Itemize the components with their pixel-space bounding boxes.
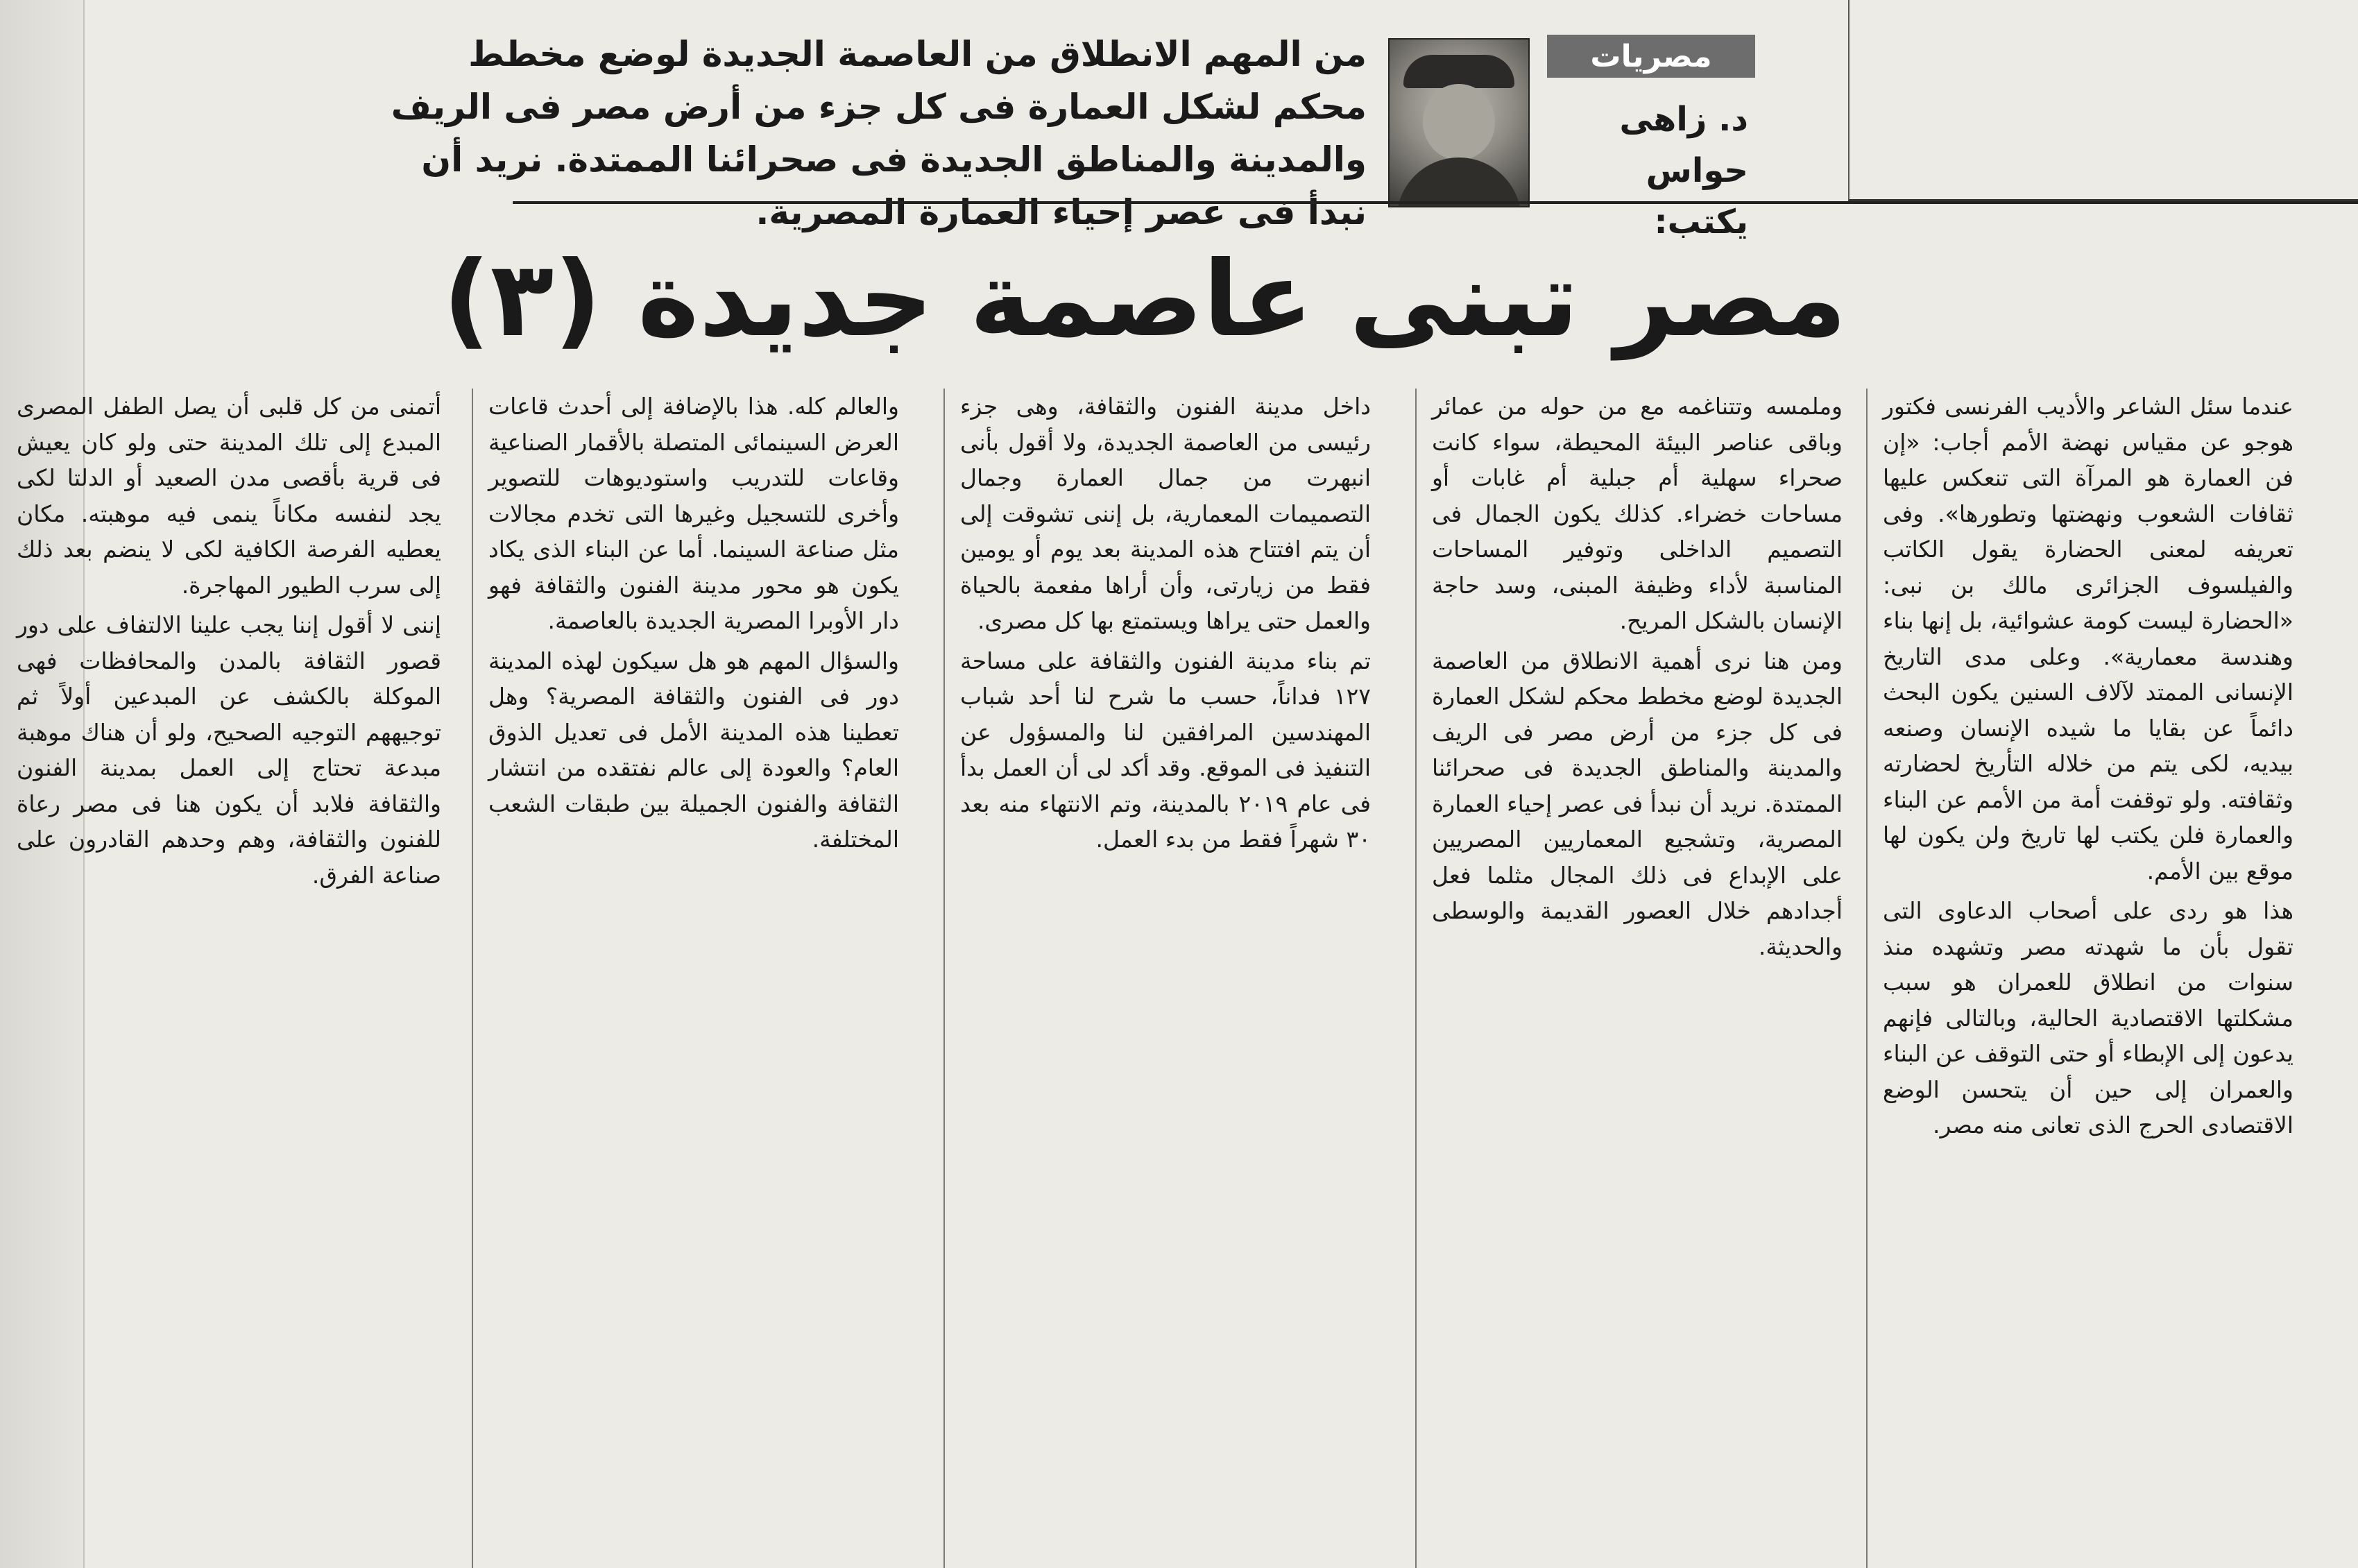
paragraph: وملمسه وتتناغمه مع من حوله من عمائر وباقى عناصر البيئة المحيطة، سواء كانت صحراء سهلية أم جبلية أم غابات أو مساحات خضراء. كذلك يكون الجمال فى التصميم الداخلى وتوفير المساحات المناسبة لأداء وظيفة المبنى، وسد حاجة الإنسان بالشكل المريح.	[1432, 393, 1843, 634]
column-divider	[943, 389, 945, 1568]
headline: مصر تبنى عاصمة جديدة (٣)	[443, 239, 1847, 360]
face-shape	[1423, 84, 1495, 160]
section-label: مصريات	[1547, 35, 1755, 78]
author-name: د. زاهى حواس	[1619, 100, 1748, 190]
column-divider	[1415, 389, 1417, 1568]
author-verb: يكتب:	[1654, 203, 1748, 241]
paragraph: والسؤال المهم هو هل سيكون لهذه المدينة دور فى الفنون والثقافة المصرية؟ وهل تعطينا هذه المدينة الأمل فى تعديل الذوق العام؟ والعودة إلى عالم نفتقده من انتشار الثقافة والفنون الجميلة بين طبقات الشعب المختلفة.	[488, 647, 899, 853]
shoulders-shape	[1396, 157, 1521, 207]
column-3	[950, 389, 1381, 1568]
author-photo	[1388, 38, 1530, 207]
paragraph: عندما سئل الشاعر والأديب الفرنسى فكتور هوجو عن مقياس نهضة الأمم أجاب: «إن فن العمارة هو المرآة التى تنعكس عليها ثقافات الشعوب ونهضتها وتطورها». وفى تعريفه لمعنى الحضارة يقول الكاتب والفيلسوف الجزائرى مالك بن نبى: «الحضارة ليست كومة عشوائية، بل إنها بناء وهندسة معمارية». وعلى مدى التاريخ الإنسانى الممتد لآلاف السنين يكون البحث دائماً عن بقايا ما شيده الإنسان وصنعه بيديه، لكى يتم من خلاله التأريخ لحضارته وثقافته. ولو توقفت أمة من الأمم عن البناء والعمارة فلن يكتب لها تاريخ ولن يكون لها موقع بين الأمم.	[1883, 393, 2293, 885]
paragraph: هذا هو ردى على أصحاب الدعاوى التى تقول بأن ما شهدته مصر وتشهده منذ سنوات من انطلاق للعمران هو سبب مشكلتها الاقتصادية الحالية، وبالتالى فإنهم يدعون إلى الإبطاء أو حتى التوقف عن البناء والعمران إلى حين أن يتحسن الوضع الاقتصادى الحرج الذى تعانى منه مصر.	[1883, 897, 2293, 1139]
paragraph: داخل مدينة الفنون والثقافة، وهى جزء رئيسى من العاصمة الجديدة، ولا أقول بأنى انبهرت من جمال العمارة وجمال التصميمات المعمارية، بل إننى تشوقت إلى أن يتم افتتاح هذه المدينة بعد يوم أو يومين فقط من زيارتى، وأن أراها مفعمة بالحياة والعمل حتى يراها ويستمتع بها كل مصرى.	[960, 393, 1371, 634]
column-divider	[472, 389, 473, 1568]
column-divider	[1866, 389, 1868, 1568]
article-body	[0, 389, 2358, 1568]
column-1	[1873, 389, 2303, 1568]
paragraph: تم بناء مدينة الفنون والثقافة على مساحة ١٢٧ فداناً، حسب ما شرح لنا أحد شباب المهندسين المرافقين لنا والمسؤول عن التنفيذ فى الموقع. وقد أكد لى أن العمل بدأ فى عام ٢٠١٩ بالمدينة، وتم الانتهاء منه بعد ٣٠ شهراً فقط من بدء العمل.	[960, 647, 1371, 853]
hat-shape	[1403, 55, 1514, 88]
author-byline	[1540, 94, 1748, 248]
paragraph: أتمنى من كل قلبى أن يصل الطفل المصرى المبدع إلى تلك المدينة حتى ولو كان يعيش فى قرية بأقصى مدن الصعيد أو الدلتا لكى يجد لنفسه مكاناً ينمى فيه موهبته. مكان يعطيه الفرصة الكافية لكى لا ينضم بعد ذلك إلى سرب الطيور المهاجرة.	[17, 393, 441, 599]
column-2	[1422, 389, 1852, 1568]
paragraph: ومن هنا نرى أهمية الانطلاق من العاصمة الجديدة لوضع مخطط محكم لشكل العمارة فى كل جزء من أرض مصر فى الريف والمدينة والمناطق الجديدة فى صحرائنا الممتدة. نريد أن نبدأ فى عصر إحياء العمارة المصرية، وتشجيع المعماريين المصريين على الإبداع فى ذلك المجال مثلما فعل أجدادهم خلال العصور القديمة والوسطى والحديثة.	[1432, 647, 1843, 960]
paragraph: والعالم كله. هذا بالإضافة إلى أحدث قاعات العرض السينمائى المتصلة بالأقمار الصناعية وقاعات للتدريب واستوديوهات للتصوير وأخرى للتسجيل وغيرها التى تخدم مجالات مثل صناعة السينما. أما عن البناء الذى يكاد يكون هو محور مدينة الفنون والثقافة فهو دار الأوبرا المصرية الجديدة بالعاصمة.	[488, 393, 899, 634]
neighbor-article	[1848, 0, 2358, 201]
article-header	[90, 28, 1755, 241]
header-rule	[513, 201, 2358, 204]
article-deck: من المهم الانطلاق من العاصمة الجديدة لوضع مخطط محكم لشكل العمارة فى كل جزء من أرض مصر فى الريف والمدينة والمناطق الجديدة فى صحرائنا الممتدة. نريد أن نبدأ فى عصر إحياء العمارة المصرية.	[391, 34, 1367, 232]
column-5	[7, 389, 451, 1568]
paragraph: إننى لا أقول إننا يجب علينا الالتفاف على دور قصور الثقافة بالمدن والمحافظات فهى الموكلة بالكشف عن المبدعين أولاً ثم توجيههم التوجيه الصحيح، ولو أن هناك موهبة مبدعة تحتاج إلى العمل بمدينة الفنون والثقافة فلابد أن يكون هنا فى مصر رعاة للفنون والثقافة، وهم وحدهم القادرون على صناعة الفرق.	[17, 611, 441, 889]
column-4	[479, 389, 909, 1568]
